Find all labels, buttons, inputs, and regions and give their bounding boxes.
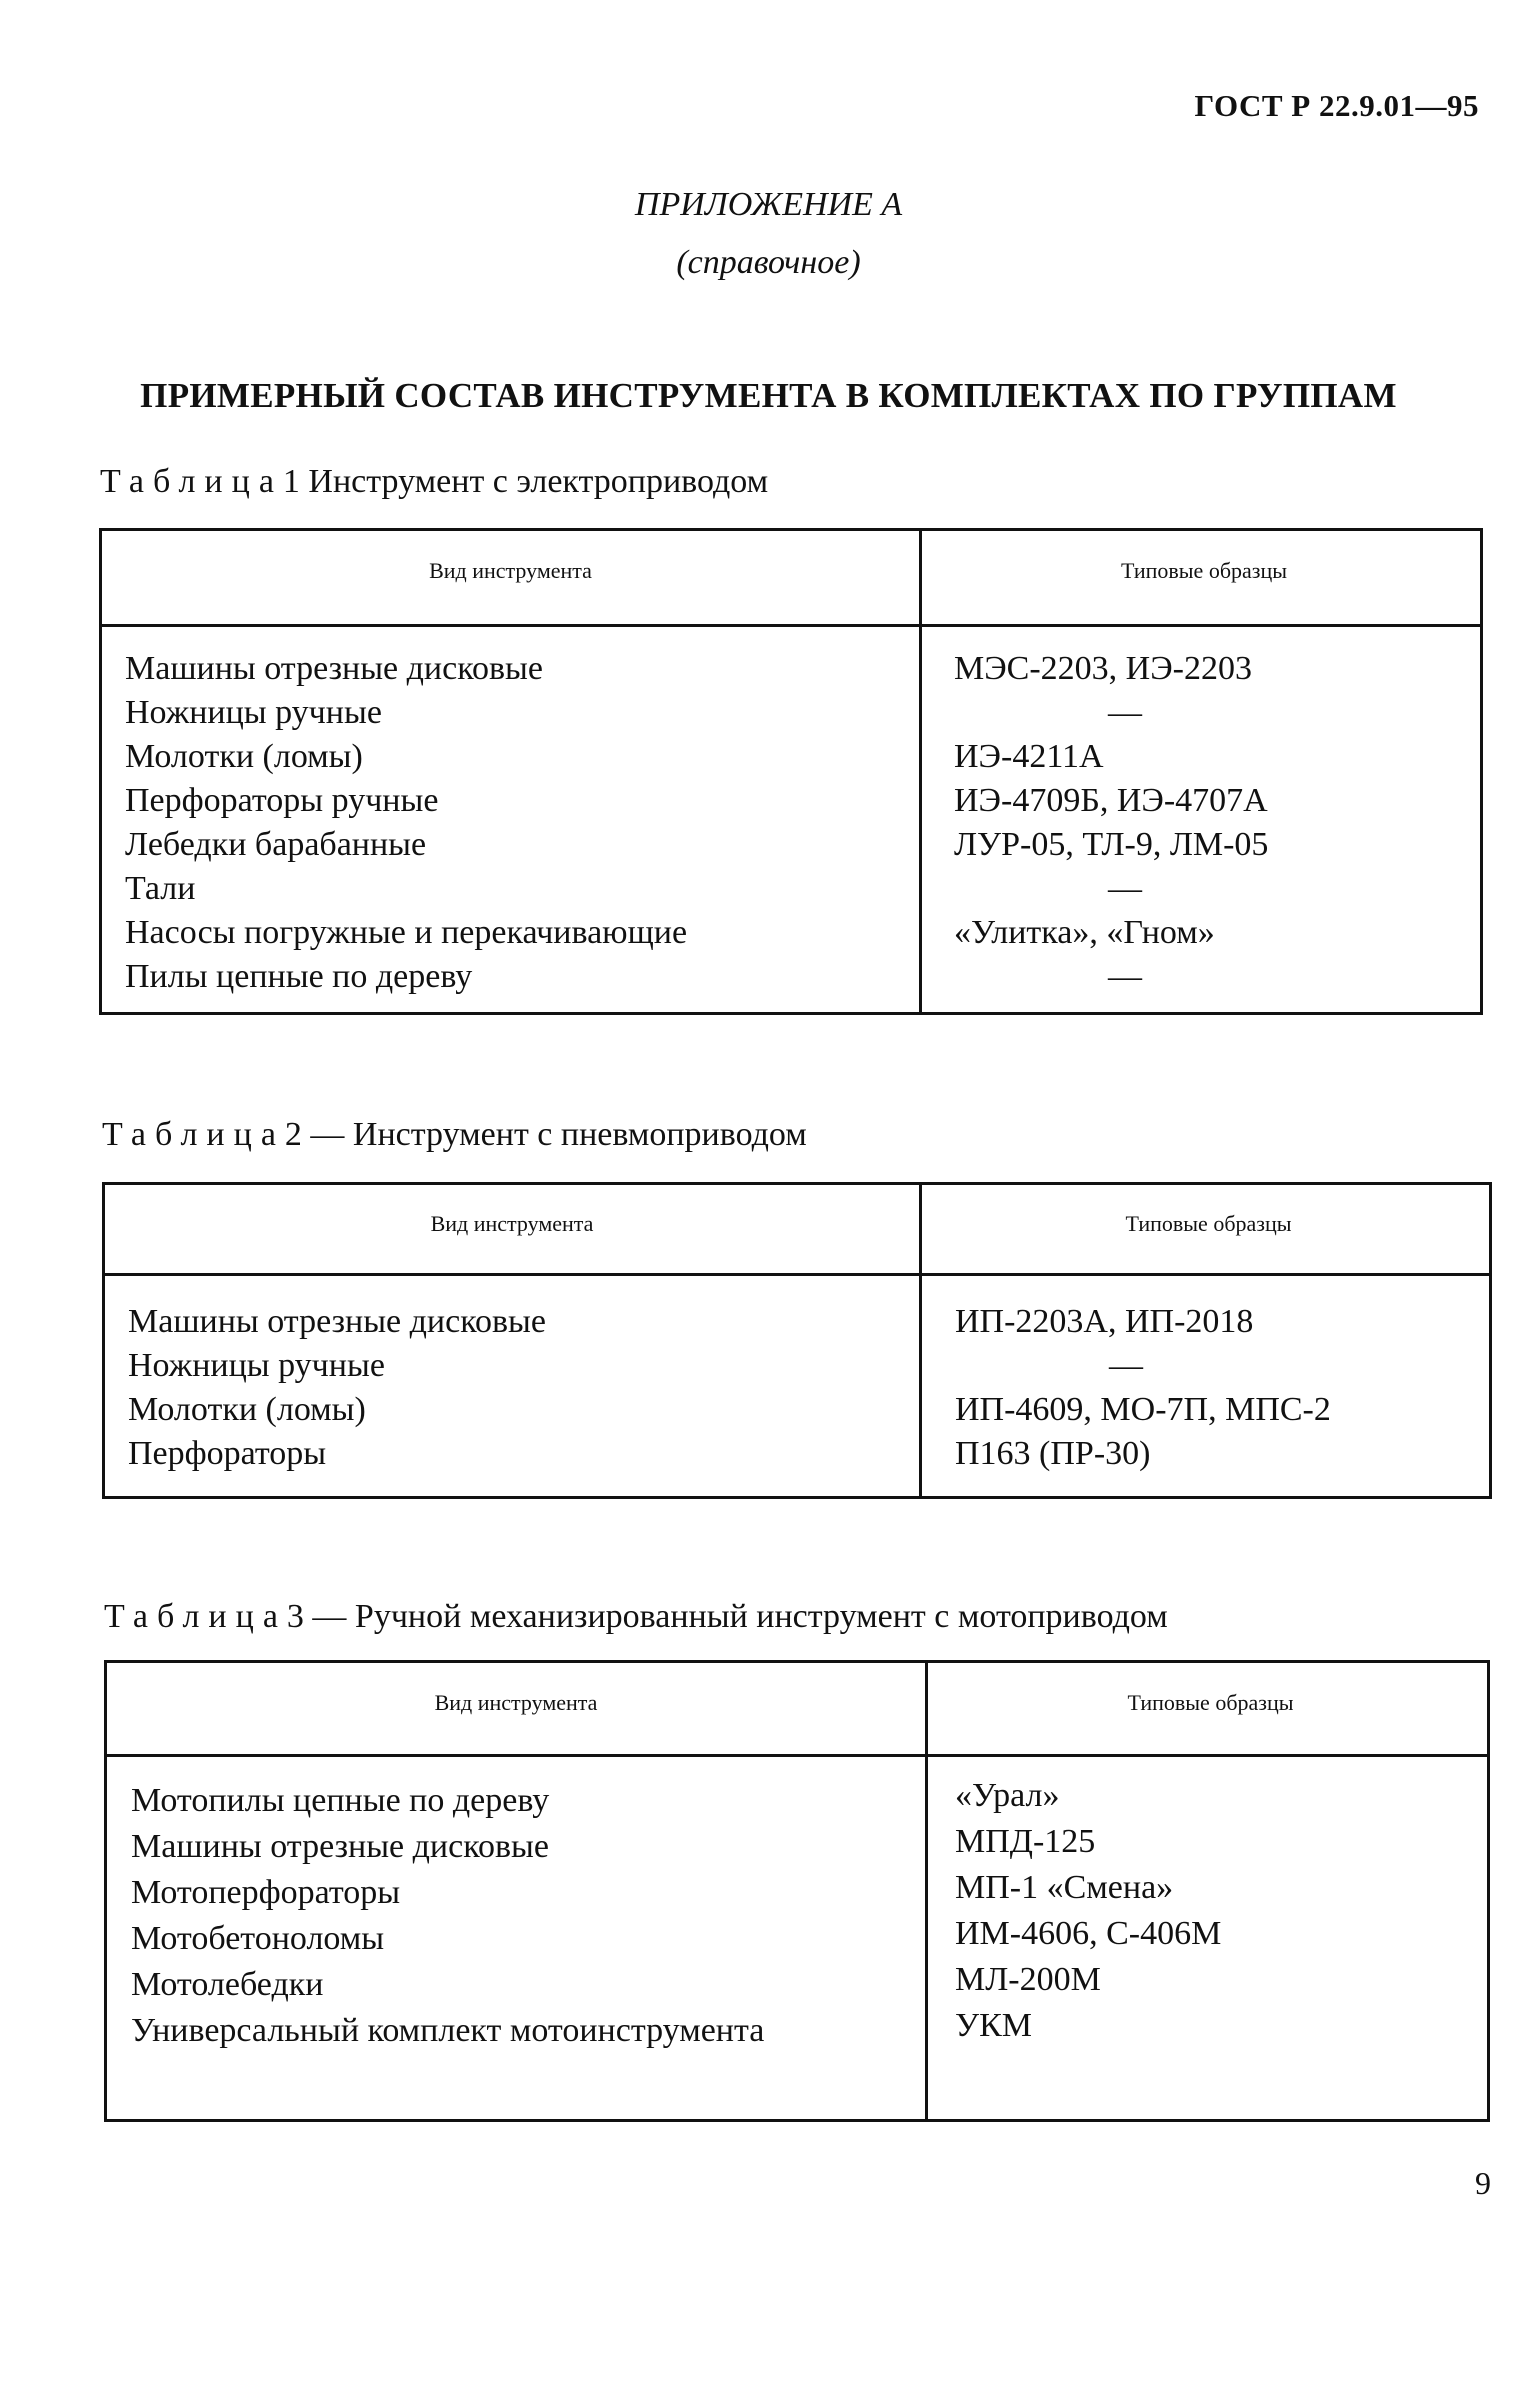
table-3-samples: [955, 1773, 1221, 2049]
table-cell: МЭС-2203, ИЭ-2203: [954, 650, 1252, 687]
table-cell: Универсальный комплект мотоинструмента: [131, 2012, 765, 2049]
table-cell: П163 (ПР-30): [955, 1435, 1151, 1472]
table-1-caption: [100, 463, 768, 501]
table-3-col-header-type: Вид инструмента: [434, 1690, 598, 1715]
table-3: [104, 1660, 1490, 2122]
table-2-col-header-type: Вид инструмента: [430, 1211, 594, 1236]
table-cell: «Улитка», «Гном»: [954, 914, 1215, 951]
table-3-col-header-samples: Типовые образцы: [1127, 1690, 1294, 1715]
table-cell: —: [1108, 870, 1142, 907]
table-cell: Тали: [125, 870, 196, 907]
table-cell: Пилы цепные по дереву: [125, 958, 473, 995]
table-1-names: [125, 647, 687, 999]
table-cell: Перфораторы: [128, 1435, 327, 1472]
table-1-col-header-samples: Типовые образцы: [1120, 558, 1288, 583]
table-2-col-header-samples: Типовые образцы: [1125, 1211, 1292, 1236]
table-cell: ИП-4609, МО-7П, МПС-2: [955, 1391, 1331, 1428]
table-cell: ИЭ-4211А: [954, 738, 1104, 775]
table-cell: Ножницы ручные: [128, 1347, 385, 1384]
table-cell: Машины отрезные дисковые: [131, 1828, 549, 1865]
page-number: 9: [1475, 2165, 1491, 2201]
table-cell: Перфораторы ручные: [125, 782, 439, 819]
table-2-caption: [102, 1116, 807, 1154]
table-cell: УКМ: [955, 2007, 1032, 2044]
table-cell: Ножницы ручные: [125, 694, 382, 731]
table-1-samples: [954, 647, 1268, 999]
table-1-caption-num: 1: [282, 463, 300, 500]
table-cell: ЛУР-05, ТЛ-9, ЛМ-05: [954, 826, 1269, 863]
table-cell: —: [1108, 958, 1142, 995]
table-3-names: [131, 1778, 764, 2054]
document-code: ГОСТ Р 22.9.01—95: [1194, 88, 1479, 123]
table-2-caption-num: 2: [284, 1116, 302, 1153]
table-cell: Лебедки барабанные: [125, 826, 427, 863]
main-title: ПРИМЕРНЫЙ СОСТАВ ИНСТРУМЕНТА В КОМПЛЕКТАХ ПО ГРУППАМ: [140, 376, 1397, 415]
table-cell: ИМ-4606, С-406М: [955, 1915, 1222, 1952]
table-3-caption: [104, 1598, 1168, 1636]
table-2-samples: [955, 1300, 1331, 1476]
table-cell: Молотки (ломы): [128, 1391, 366, 1428]
table-cell: ИП-2203А, ИП-2018: [955, 1303, 1254, 1340]
table-3-caption-text: — Ручной механизированный инструмент с мотоприводом: [303, 1598, 1168, 1635]
table-cell: —: [1108, 694, 1142, 731]
table-2-names: [128, 1300, 546, 1476]
table-cell: МПД-125: [955, 1823, 1096, 1860]
table-cell: Мотобетоноломы: [131, 1920, 385, 1957]
table-1-caption-text: Инструмент с электроприводом: [299, 463, 769, 500]
table-cell: МЛ-200М: [955, 1961, 1101, 1998]
table-cell: Насосы погружные и перекачивающие: [125, 914, 688, 951]
table-3-caption-prefix: Таблица: [104, 1598, 287, 1635]
table-1-caption-prefix: Таблица: [100, 463, 283, 500]
table-cell: Машины отрезные дисковые: [128, 1303, 546, 1340]
table-cell: Мотолебедки: [131, 1966, 324, 2003]
table-cell: «Урал»: [955, 1777, 1060, 1814]
table-2: [102, 1182, 1492, 1499]
table-cell: Мотоперфораторы: [131, 1874, 401, 1911]
table-2-caption-prefix: Таблица: [102, 1116, 285, 1153]
table-1: [99, 528, 1483, 1015]
appendix-subtitle: (справочное): [676, 244, 861, 281]
table-1-col-header-type: Вид инструмента: [429, 558, 592, 583]
appendix-title: ПРИЛОЖЕНИЕ А: [634, 186, 903, 223]
table-cell: Молотки (ломы): [125, 738, 363, 775]
table-2-caption-text: — Инструмент с пневмоприводом: [301, 1116, 807, 1153]
table-cell: —: [1109, 1347, 1143, 1384]
table-cell: Машины отрезные дисковые: [125, 650, 543, 687]
table-cell: ИЭ-4709Б, ИЭ-4707А: [954, 782, 1268, 819]
table-cell: Мотопилы цепные по дереву: [131, 1782, 550, 1819]
table-3-caption-num: 3: [286, 1598, 304, 1635]
table-cell: МП-1 «Смена»: [955, 1869, 1174, 1906]
